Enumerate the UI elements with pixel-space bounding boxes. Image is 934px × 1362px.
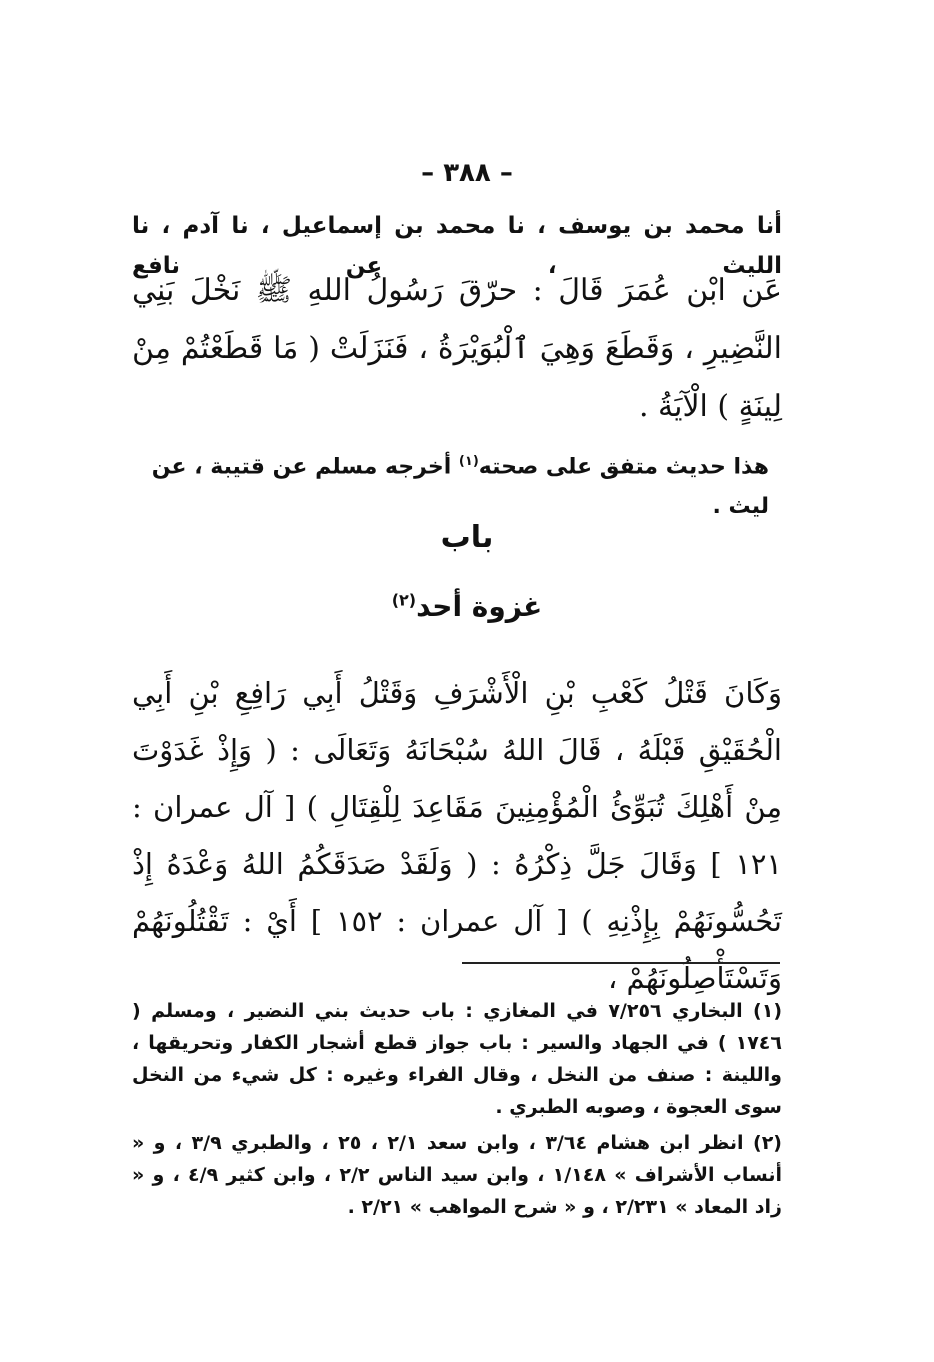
narrative-text: وَكَانَ قَتْلُ كَعْبِ بْنِ الْأَشْرَفِ وَقَتْلُ أَبِي رَافِعِ بْنِ أَبِي الْحُقَيْقِ قَبْلَهُ ، قَالَ اللهُ سُبْحَانَهُ وَتَعَالَى : ( وَإِذْ غَدَوْتَ مِنْ أَهْلِكَ تُبَوِّئُ الْمُؤْمِنِينَ مَقَاعِدَ لِلْقِتَالِ ) [ آل عمران : ١٢١ ] وَقَالَ جَلَّ ذِكْرُهُ : ( وَلَقَدْ صَدَقَكُمُ اللهُ وَعْدَهُ إِذْ تَحُسُّونَهُمْ بِإِذْنِهِ ) [ آل عمران : ١٥٢ ] أَيْ : تَقْتُلُونَهُمْ وَتَسْتَأْصِلُونَهُمْ ،	[132, 676, 782, 995]
footnote-ref-2: (٢)	[391, 590, 417, 610]
page-number: – ٣٨٨ –	[421, 158, 513, 188]
hadith-grading	[149, 442, 769, 527]
footnote-number: (١)	[753, 1000, 782, 1022]
grading-source: أخرجه مسلم عن قتيبة ، عن ليث .	[151, 454, 769, 520]
footnote-item	[132, 995, 782, 1123]
footnote-ref-1: (١)	[458, 454, 479, 469]
narrative-block	[132, 665, 782, 1007]
bab-heading: باب	[440, 520, 494, 555]
hadith-text: عَن ابْن عُمَرَ قَالَ : حرّقَ رَسُولُ اللهِ ﷺ نَخْلَ بَنِي النَّضِيرِ ، وَقَطَعَ وَهِيَ ٱلْبُوَيْرَةُ ، فَنَزَلَتْ ( مَا قَطَعْتُمْ مِنْ لِينَةٍ ) الْآيَةُ .	[132, 273, 782, 424]
isnad-chain: أنا محمد بن يوسف ، نا محمد بن إسماعيل ، نا آدم ، نا الليث ، عن نافع	[132, 213, 782, 279]
chapter-title	[0, 590, 934, 623]
hadith-text-block	[132, 262, 782, 436]
chapter-title-text: غزوة أحد	[416, 590, 543, 623]
footnote-text: انظر ابن هشام ٣/٦٤ ، وابن سعد ٢/١ ، ٢٥ ، والطبري ٣/٩ ، و « أنساب الأشراف » ١/١٤٨ ، وابن سيد الناس ٢/٢ ، وابن كثير ٤/٩ ، و « زاد المعاد » ٢/٢٣١ ، و « شرح المواهب » ٢/٢١ .	[132, 1132, 782, 1218]
footnote-divider	[462, 962, 780, 964]
footnotes	[132, 995, 782, 1227]
footnote-text: البخاري ٧/٢٥٦ في المغازي : باب حديث بني النضير ، ومسلم ( ١٧٤٦ ) في الجهاد والسير : باب جواز قطع أشجار الكفار وتحريقها ، واللينة : صنف من النخل ، وقال الفراء وغيره : كل شيء من النخل سوى العجوة ، وصوبه الطبري .	[132, 1000, 782, 1118]
footnote-number: (٢)	[753, 1132, 782, 1154]
grading-text: هذا حديث متفق على صحته	[478, 454, 769, 480]
footnote-item	[132, 1127, 782, 1223]
